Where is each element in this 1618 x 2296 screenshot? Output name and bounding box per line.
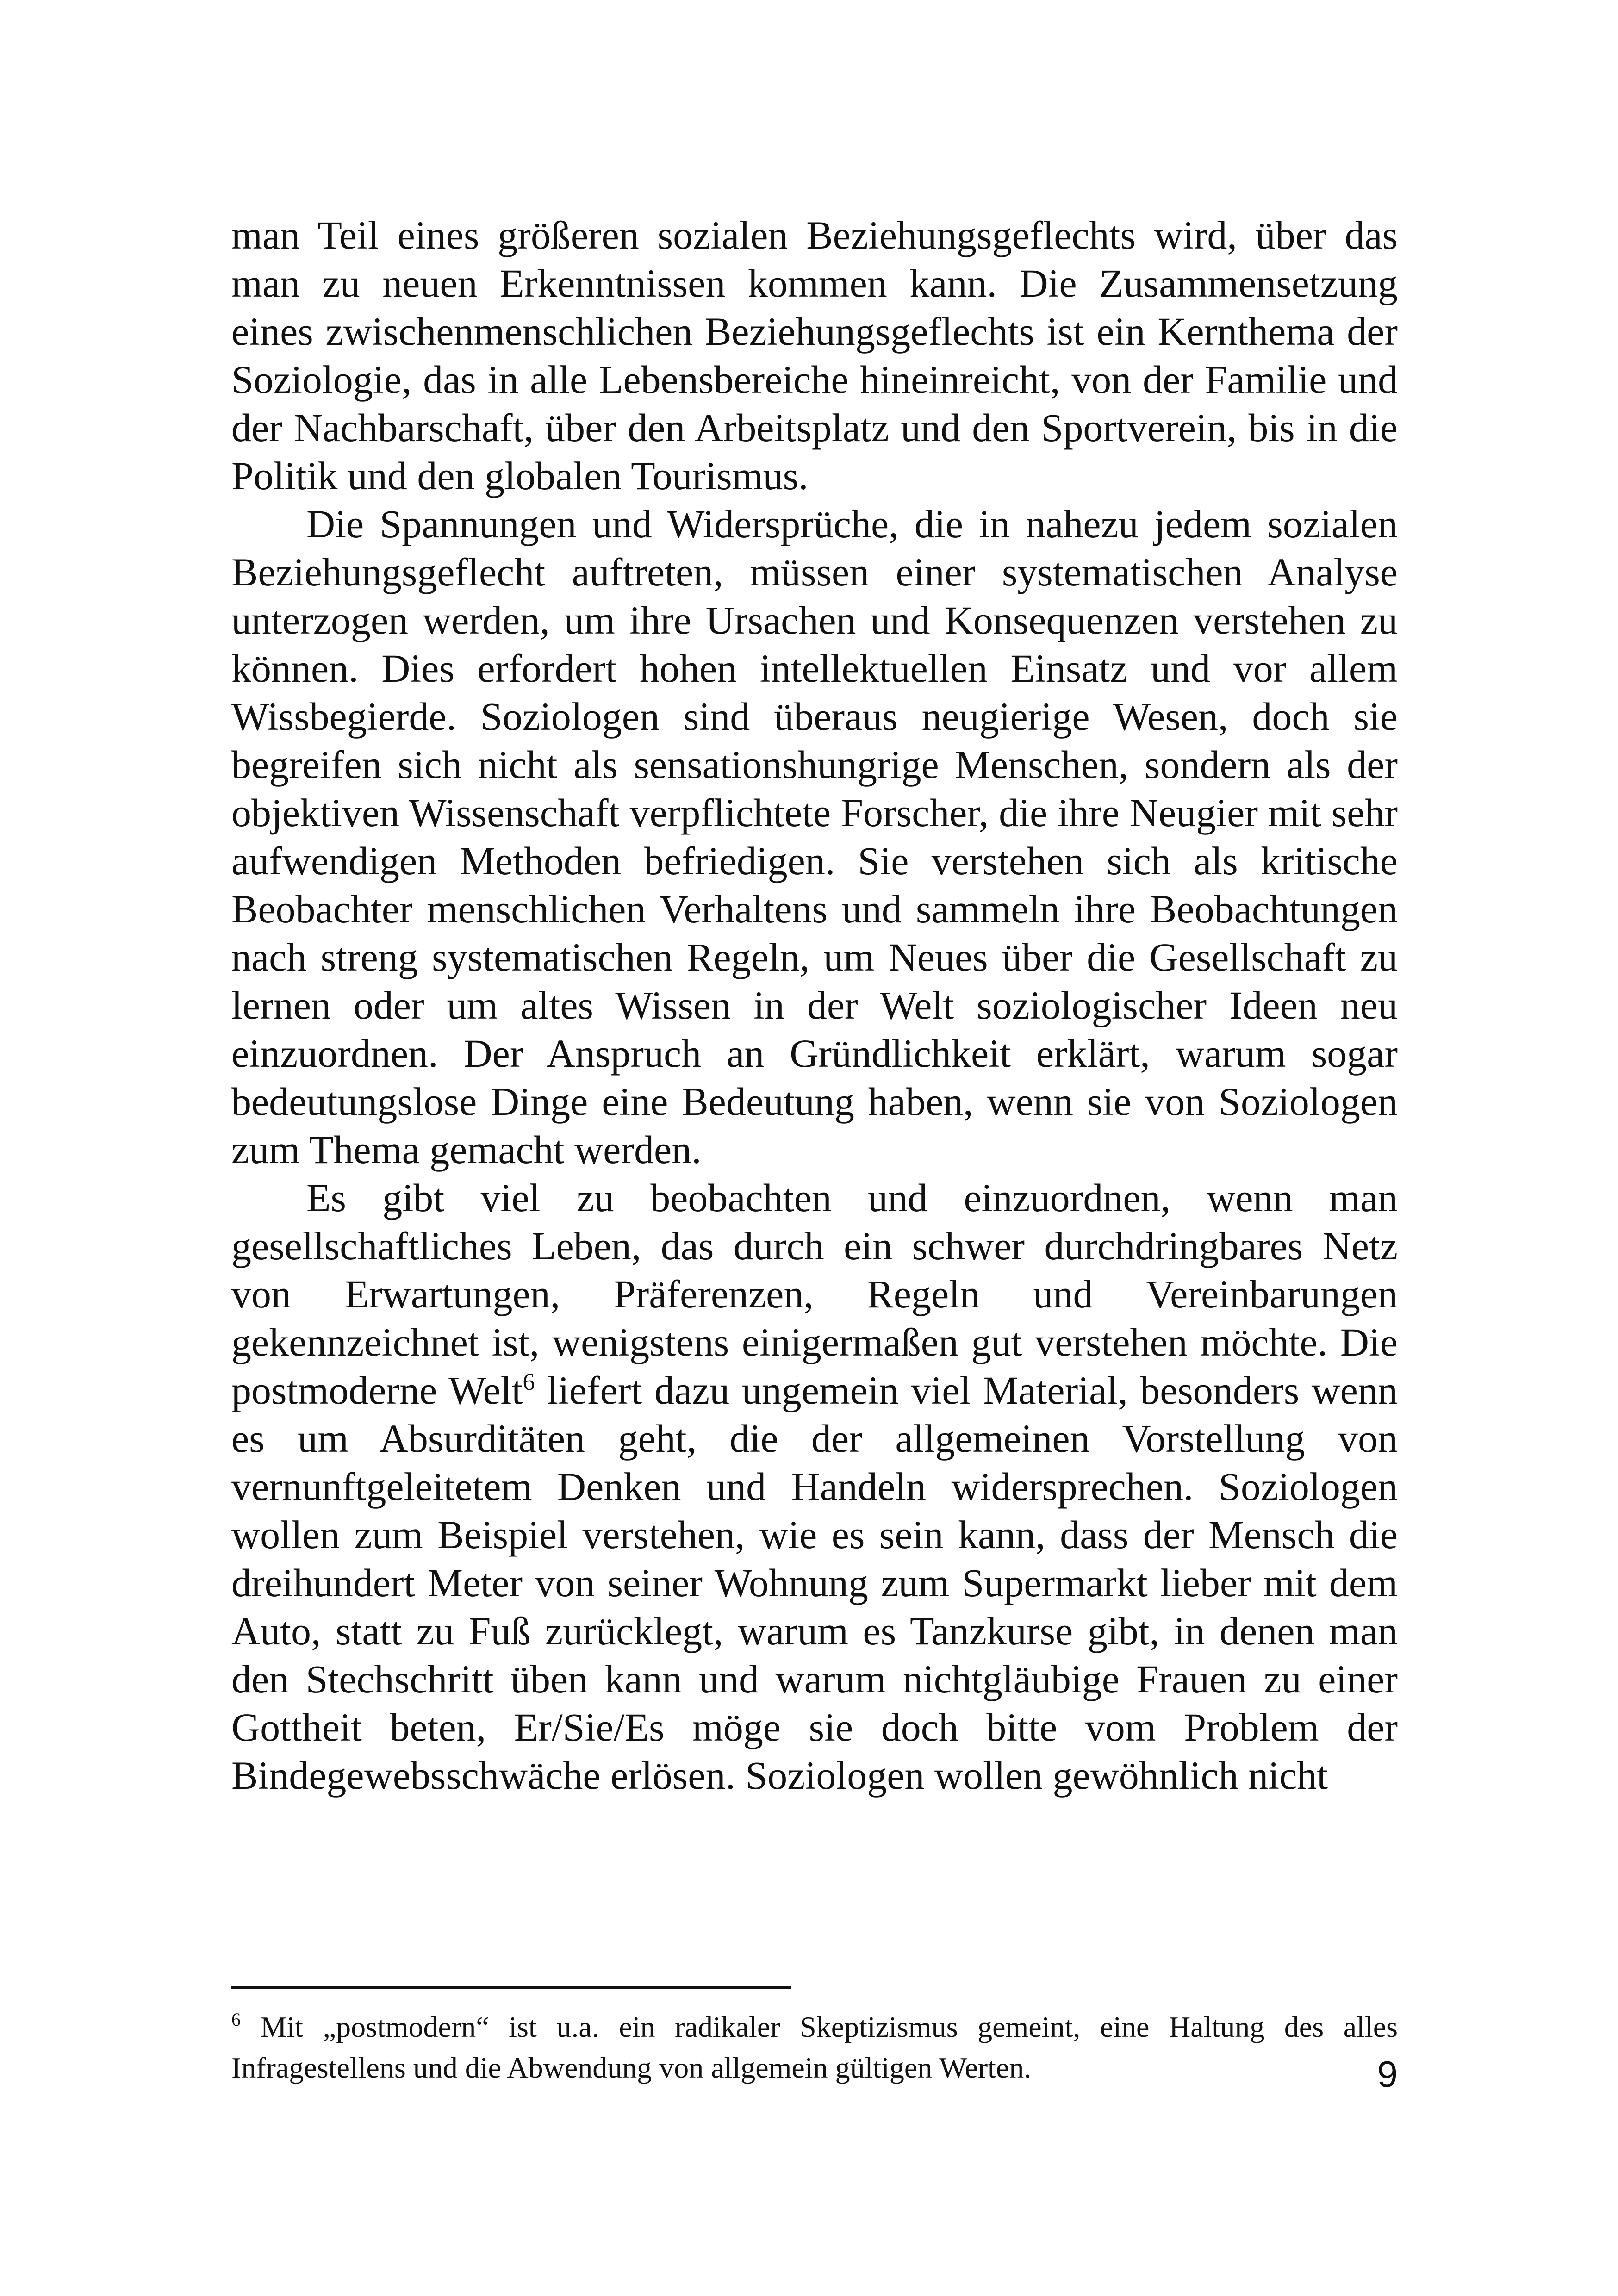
paragraph-3-text-start: Es gibt viel zu beobachten und einzuordnen, wenn man gesellschaftliches Leben, das durch ein schwer durchdringbares Netz von Erwartungen, Präferenzen, Regeln und Vereinbarungen gekennzeichnet ist, wenigstens einigermaßen gut verstehen möchte. Die postmoderne Welt [231,1176,1398,1412]
footnote-text: Mit „postmodern“ ist u.a. ein radikaler Skeptizismus gemeint, eine Haltung des alles Infragestellens und die Abwendung von allgemein gültigen Werten. [231,2010,1398,2084]
body-text [231,211,1398,1799]
footnote-marker: 6 [231,2009,241,2030]
paragraph-2: Die Spannungen und Widersprüche, die in nahezu jedem sozialen Beziehungsgeflecht auftreten, müssen einer systematischen Analyse unterzogen werden, um ihre Ursachen und Konsequenzen verstehen zu können. Dies erfordert hohen intellektuellen Einsatz und vor allem Wissbegierde. Soziologen sind überaus neugierige Wesen, doch sie begreifen sich nicht als sensationshungrige Menschen, sondern als der objektiven Wissenschaft verpflichtete Forscher, die ihre Neugier mit sehr aufwendigen Methoden befriedigen. Sie verstehen sich als kritische Beobachter menschlichen Verhaltens und sammeln ihre Beobachtungen nach streng systematischen Regeln, um Neues über die Gesellschaft zu lernen oder um altes Wissen in der Welt soziologischer Ideen neu einzuordnen. Der Anspruch an Gründlichkeit erklärt, warum sogar bedeutungslose Dinge eine Bedeutung haben, wenn sie von Soziologen zum Thema gemacht werden. [231,502,1398,1172]
paragraph-1: man Teil eines größeren sozialen Beziehungsgeflechts wird, über das man zu neuen Erkenntnissen kommen kann. Die Zusammensetzung eines zwischenmenschlichen Beziehungsgeflechts ist ein Kernthema der Soziologie, das in alle Lebensbereiche hineinreicht, von der Familie und der Nachbarschaft, über den Arbeitsplatz und den Sportverein, bis in die Politik und den globalen Tourismus. [231,213,1398,498]
paragraph-3 [231,1174,1398,1799]
footnote [231,2007,1398,2088]
footnote-reference: 6 [523,1369,535,1395]
page-number: 9 [1377,2053,1398,2095]
footnote-separator [231,1986,791,1989]
paragraph-3-text-end: liefert dazu ungemein viel Material, besonders wenn es um Absurditäten geht, die der allgemeinen Vorstellung von vernunftgeleitetem Denken und Handeln widersprechen. Soziologen wollen zum Beispiel verstehen, wie es sein kann, dass der Mensch die dreihundert Meter von seiner Wohnung zum Supermarkt lieber mit dem Auto, statt zu Fuß zurücklegt, warum es Tanzkurse gibt, in denen man den Stechschritt üben kann und warum nichtgläubige Frauen zu einer Gottheit beten, Er/Sie/Es möge sie doch bitte vom Problem der Bindegewebsschwäche erlösen. Soziologen wollen gewöhnlich nicht [231,1368,1398,1798]
